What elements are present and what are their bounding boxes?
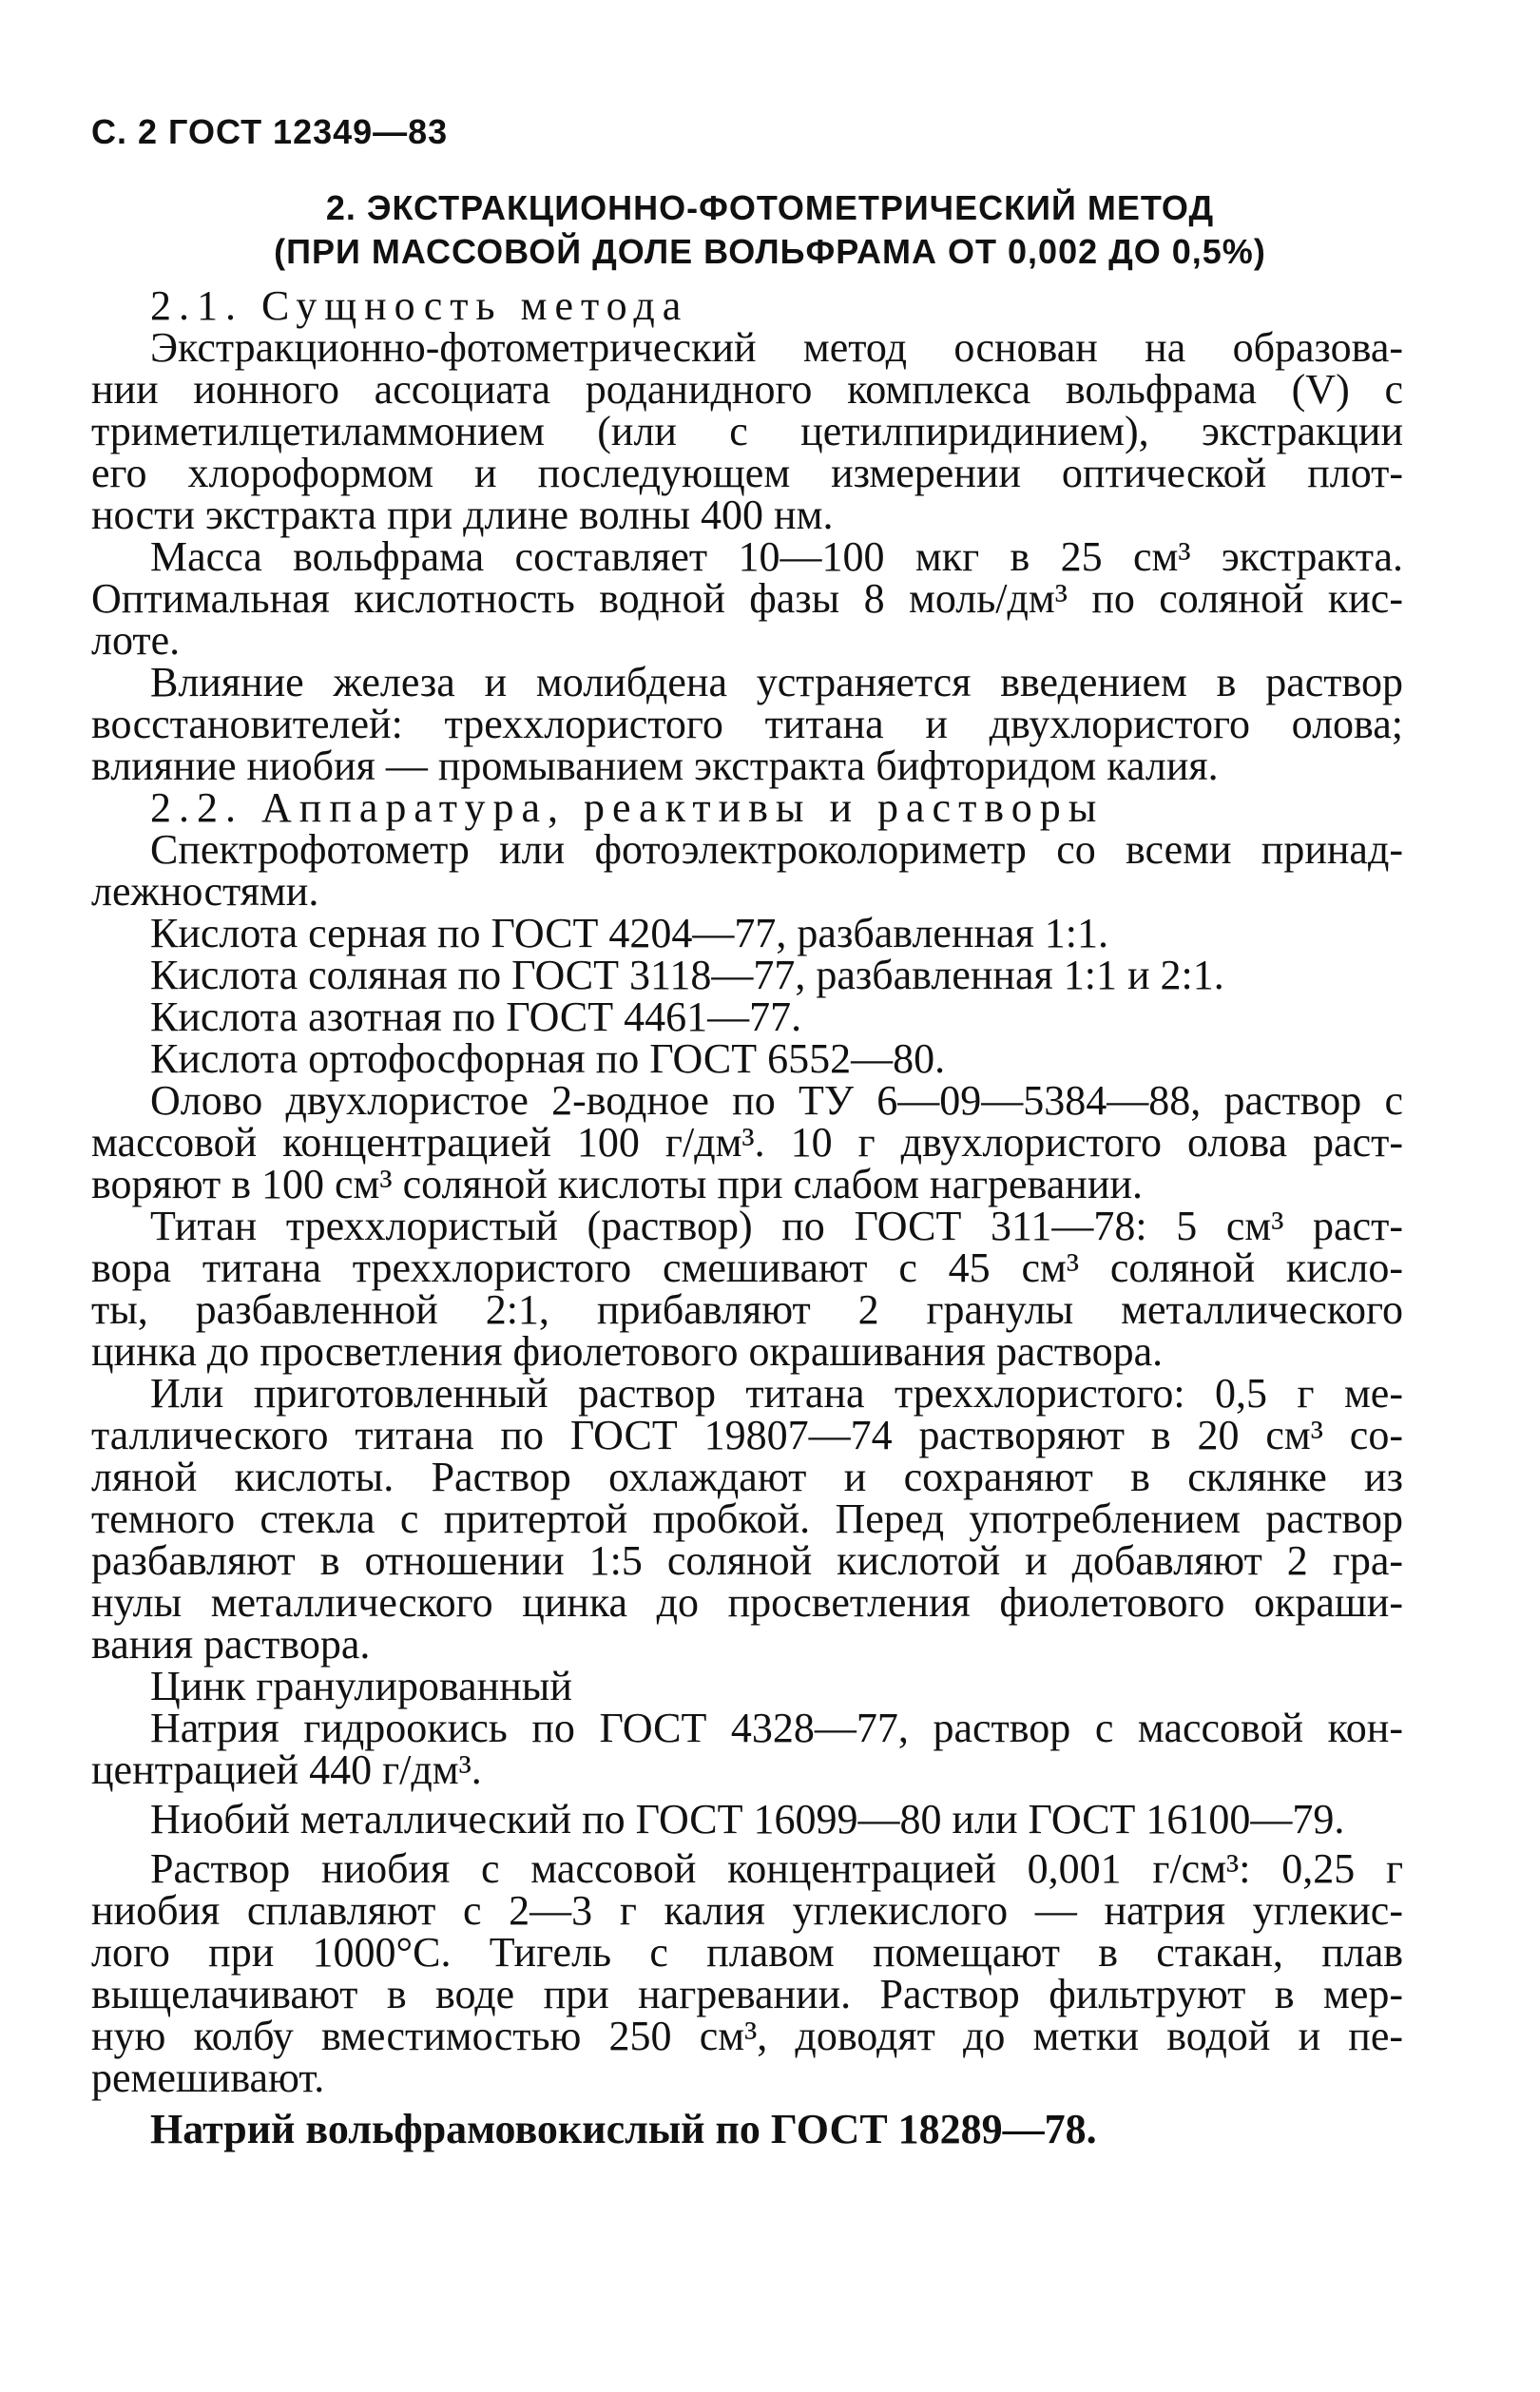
section-title-line-1: 2. ЭКСТРАКЦИОННО-ФОТОМЕТРИЧЕСКИЙ МЕТОД <box>325 188 1215 227</box>
paragraph-spectrophotometer: Спектрофотометр или фотоэлектроколориметр со всеми принад- лежностями. <box>91 826 1403 915</box>
paragraph-niobium-metal: Ниобий металлический по ГОСТ 16099—80 или ГОСТ 16100—79. <box>150 1796 1345 1842</box>
subsection-2-1-heading: 2.1. Сущность метода <box>150 282 689 329</box>
paragraph-interference: Влияние железа и молибдена устраняется введением в раствор восстановителей: треххлористого титана и двухлористого олова; влияние ниобия — промыванием экстракта бифторидом калия. <box>91 659 1403 789</box>
paragraph-tungsten-mass: Масса вольфрама составляет 10—100 мкг в 25 см³ экстракта. Оптимальная кислотность водной фазы 8 моль/дм³ по соляной кис- лоте. <box>91 533 1403 664</box>
paragraph-hydrochloric-acid: Кислота соляная по ГОСТ 3118—77, разбавленная 1:1 и 2:1. <box>150 952 1224 998</box>
paragraph-titanium-trichloride: Титан треххлористый (раствор) по ГОСТ 311—78: 5 см³ раст- вора титана треххлористого смешивают с 45 см³ соляной кисло- ты, разбавленной 2:1, прибавляют 2 гранулы металлического цинка до просветления фиолетового окрашивания раствора. <box>91 1203 1403 1375</box>
paragraph-nitric-acid: Кислота азотная по ГОСТ 4461—77. <box>150 993 802 1040</box>
paragraph-phosphoric-acid: Кислота ортофосфорная по ГОСТ 6552—80. <box>150 1035 946 1082</box>
running-header: С. 2 ГОСТ 12349—83 <box>91 112 449 151</box>
paragraph-sulfuric-acid: Кислота серная по ГОСТ 4204—77, разбавленная 1:1. <box>150 910 1109 956</box>
body-text <box>91 282 1403 2152</box>
paragraph-niobium-solution: Раствор ниобия с массовой концентрацией 0,001 г/см³: 0,25 г ниобия сплавляют с 2—3 г калия углекислого — натрия углекис- лого при 1000°С. Тигель с плавом помещают в стакан, плав выщелачивают в воде при нагревании. Раствор фильтруют в мер- ную колбу вместимостью 250 см³, доводят до метки водой и пе- ремешивают. <box>91 1845 1403 2101</box>
paragraph-sodium-hydroxide: Натрия гидроокись по ГОСТ 4328—77, раствор с массовой кон- центрацией 440 г/дм³. <box>91 1705 1403 1793</box>
section-title-line-2: (ПРИ МАССОВОЙ ДОЛЕ ВОЛЬФРАМА ОТ 0,002 ДО 0,5%) <box>274 232 1266 271</box>
paragraph-sodium-tungstate: Натрий вольфрамовокислый по ГОСТ 18289—78. <box>150 2106 1097 2152</box>
paragraph-tin-chloride: Олово двухлористое 2-водное по ТУ 6—09—5384—88, раствор с массовой концентрацией 100 г/дм³. 10 г двухлористого олова раст- воряют в 100 см³ соляной кислоты при слабом нагревании. <box>91 1077 1403 1207</box>
paragraph-principle: Экстракционно-фотометрический метод основан на образова- нии ионного ассоциата роданидного комплекса вольфрама (V) с триметилцетиламмонием (или с цетилпиридинием), экстракции его хлороформом и последующем измерении оптической плот- ности экстракта при длине волны 400 нм. <box>91 324 1403 538</box>
paragraph-granulated-zinc: Цинк гранулированный <box>150 1663 572 1709</box>
subsection-2-2-heading: 2.2. Аппаратура, реактивы и растворы <box>150 784 1105 831</box>
section-title <box>0 186 1540 274</box>
paragraph-titanium-solution: Или приготовленный раствор титана треххлористого: 0,5 г ме- таллического титана по ГОСТ 19807—74 растворяют в 20 см³ со- ляной кислоты. Раствор охлаждают и сохраняют в склянке из темного стекла с притертой пробкой. Перед употреблением раствор разбавляют в отношении 1:5 соляной кислотой и добавляют 2 гра- нулы металлического цинка до просветления фиолетового окраши- вания раствора. <box>91 1370 1403 1668</box>
